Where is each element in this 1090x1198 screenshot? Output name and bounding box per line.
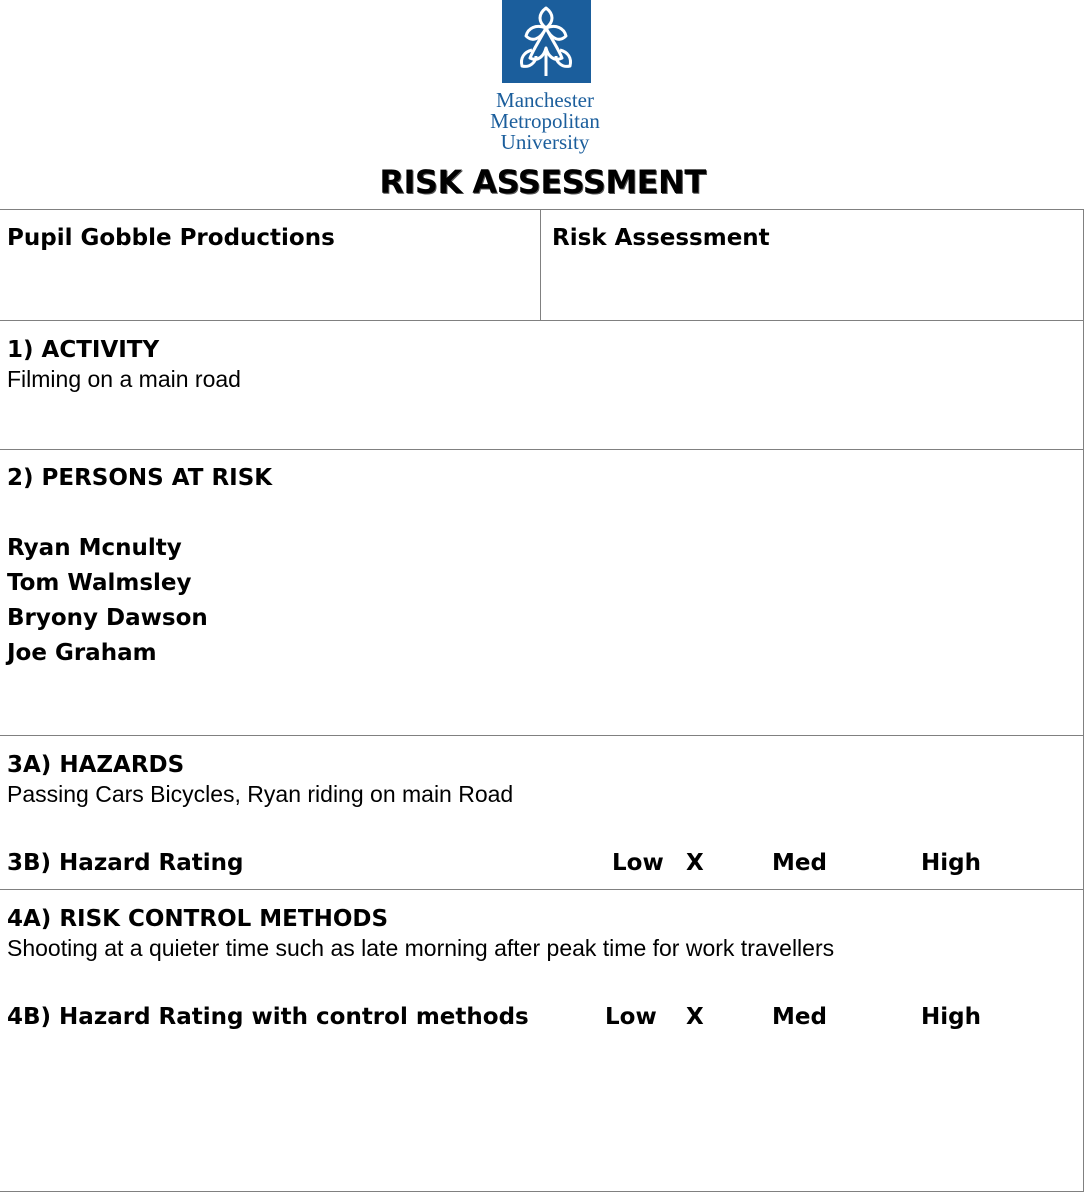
hazard-rating-label: 3B) Hazard Rating bbox=[7, 850, 244, 876]
university-name bbox=[472, 90, 618, 153]
activity-section bbox=[0, 320, 1084, 450]
header-row bbox=[0, 209, 1084, 321]
hazards-heading: 3A) HAZARDS bbox=[7, 752, 185, 778]
activity-text: Filming on a main road bbox=[7, 366, 241, 392]
rating-selected-mark: X bbox=[686, 850, 704, 876]
activity-heading: 1) ACTIVITY bbox=[7, 337, 160, 363]
person-name: Tom Walmsley bbox=[7, 570, 192, 596]
production-name: Pupil Gobble Productions bbox=[7, 225, 335, 251]
person-name: Bryony Dawson bbox=[7, 605, 208, 631]
hazards-section bbox=[0, 735, 1084, 890]
table-bottom-border bbox=[0, 1191, 1084, 1192]
hazards-text: Passing Cars Bicycles, Ryan riding on main Road bbox=[7, 781, 514, 807]
header-left-cell bbox=[7, 224, 335, 253]
rating-low: Low bbox=[612, 850, 664, 876]
rating-high: High bbox=[921, 850, 981, 876]
header-right-cell bbox=[552, 224, 770, 253]
persons-heading: 2) PERSONS AT RISK bbox=[7, 465, 273, 491]
rating-med: Med bbox=[772, 1004, 827, 1030]
form-type: Risk Assessment bbox=[552, 225, 770, 251]
university-logo bbox=[472, 0, 618, 160]
person-name: Joe Graham bbox=[7, 640, 157, 666]
header-divider bbox=[540, 210, 541, 321]
rating-med: Med bbox=[772, 850, 827, 876]
document-title: RISK ASSESSMENT bbox=[379, 163, 706, 201]
person-name: Ryan Mcnulty bbox=[7, 535, 182, 561]
rating-low: Low bbox=[605, 1004, 657, 1030]
rating-selected-mark: X bbox=[686, 1004, 704, 1030]
persons-section bbox=[0, 449, 1084, 736]
rating-high: High bbox=[921, 1004, 981, 1030]
logo-line-2: Metropolitan bbox=[490, 109, 600, 133]
logo-line-3: University bbox=[500, 130, 590, 154]
controls-section bbox=[0, 889, 1084, 1192]
controls-text: Shooting at a quieter time such as late morning after peak time for work travellers bbox=[7, 935, 835, 961]
control-rating-label: 4B) Hazard Rating with control methods bbox=[7, 1004, 529, 1030]
mmu-crest-icon bbox=[502, 0, 591, 83]
logo-line-1: Manchester bbox=[496, 88, 594, 112]
controls-heading: 4A) RISK CONTROL METHODS bbox=[7, 906, 389, 932]
